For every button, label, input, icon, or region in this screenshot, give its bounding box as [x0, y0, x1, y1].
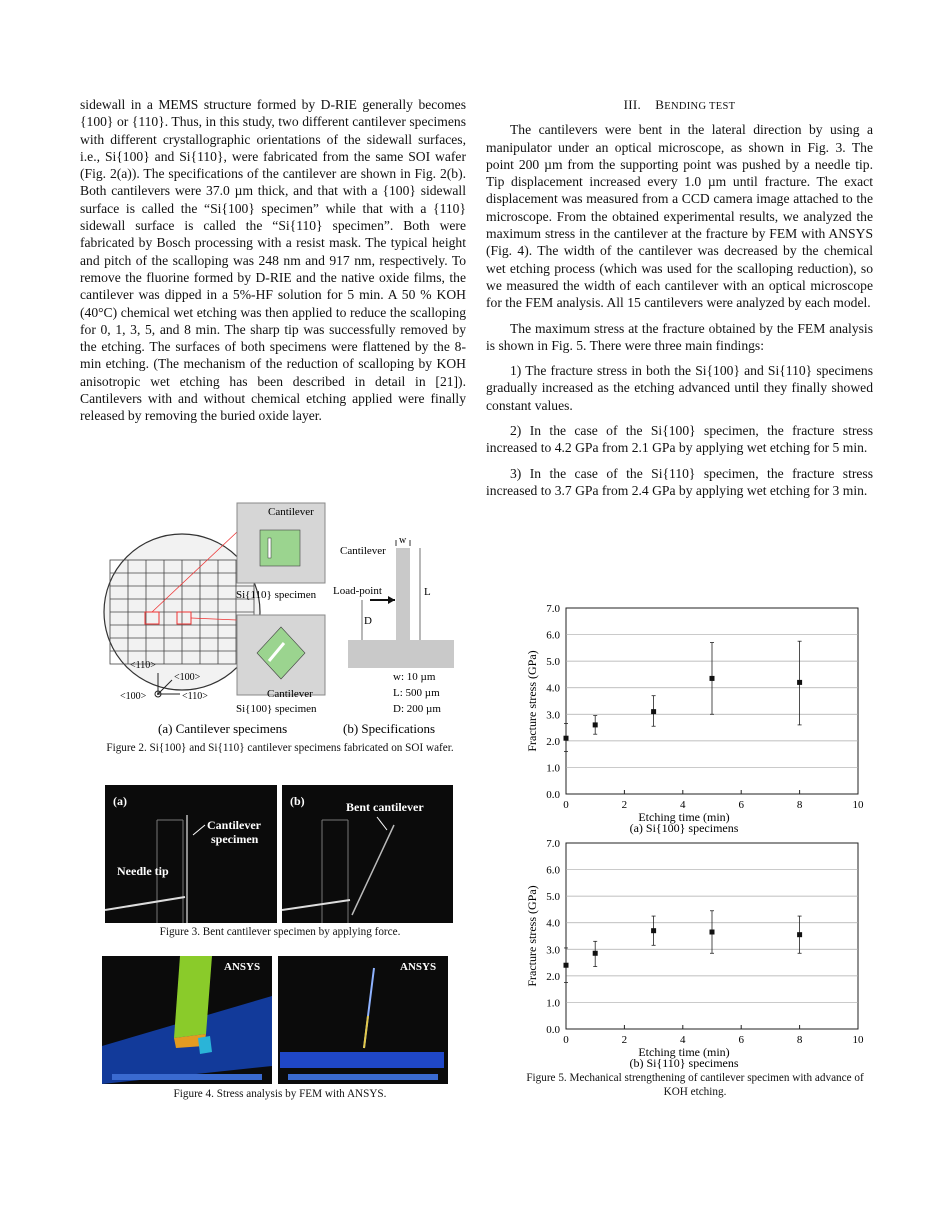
figure-2	[100, 500, 460, 740]
chart-si110	[518, 835, 868, 1069]
x-axis-label: Etching time (min)	[638, 810, 730, 824]
section-number: III.	[623, 97, 642, 112]
y-tick-label: 4.0	[546, 682, 560, 695]
y-axis-label: Fracture stress (GPa)	[525, 650, 539, 752]
y-tick-label: 7.0	[546, 603, 560, 615]
spec-L-label: L	[424, 586, 431, 598]
figure-3a-panel-label: (a)	[113, 794, 127, 808]
x-tick-label: 0	[563, 1034, 569, 1046]
right-column	[486, 96, 873, 507]
data-point	[651, 928, 656, 933]
y-tick-label: 6.0	[546, 864, 560, 877]
data-point	[593, 951, 598, 956]
data-point	[564, 963, 569, 968]
section-title-rest: ENDING TEST	[664, 101, 736, 112]
spec-substrate	[348, 640, 454, 668]
right-paragraph-1: The cantilevers were bent in the lateral direction by using a manipulator under an optical microscope, as shown in Fig. 3. The point 200 µm from the supporting point was pushed by a needle tip. Tip displacement increased every 1.0 µm until fracture. The exact displacement was measured from a CCD camera image attached to the microscope. From the obtained experimental results, we analyzed the maximum stress in the cantilever at the fracture by FEM with ANSYS (Fig. 4). The width of the cantilever was decreased by the chemical wet etching process (which was used for the scalloping reduction), so we measured the width of each cantilever with an optical microscope for the FEM analysis. All 15 cantilevers were analyzed by each model.	[486, 122, 873, 311]
data-point	[593, 722, 598, 727]
inset-bottom-specimen: Si{100} specimen	[236, 703, 317, 715]
figure-5a	[518, 600, 868, 838]
y-tick-label: 2.0	[546, 970, 560, 983]
spec-D-label: D	[364, 615, 372, 627]
spec-L-value: L: 500 µm	[393, 687, 440, 699]
needle-tip	[105, 897, 185, 910]
x-tick-label: 6	[738, 1034, 744, 1046]
needle-tip-b	[282, 900, 350, 910]
x-tick-label: 2	[621, 1034, 628, 1046]
figure-3-caption: Figure 3. Bent cantilever specimen by applying force.	[159, 926, 401, 938]
label-cantilever: Cantilever	[207, 818, 261, 832]
label-specimen: specimen	[211, 832, 259, 846]
y-tick-label: 5.0	[546, 891, 560, 904]
spec-w-value: w: 10 µm	[393, 671, 436, 683]
spec-loadpoint-label: Load-point	[333, 585, 382, 597]
x-tick-label: 2	[621, 799, 628, 811]
finding-1: 1) The fracture stress in both the Si{100} and Si{110} specimens gradually increased as the etching advanced until they finally showed constant values.	[486, 363, 873, 413]
y-tick-label: 2.0	[546, 735, 560, 748]
chart-title: (b) Si{110} specimens	[629, 1056, 739, 1069]
x-tick-label: 10	[852, 799, 864, 811]
cantilever-icon-top	[268, 538, 271, 558]
x-tick-label: 10	[852, 1034, 864, 1046]
section-title-initial: B	[655, 97, 665, 112]
figure-3a	[105, 785, 277, 923]
inset-top-title: Cantilever	[268, 506, 314, 518]
data-point	[797, 680, 802, 685]
figure-5-caption: Figure 5. Mechanical strengthening of cantilever specimen with advance of KOH etching.	[526, 1072, 864, 1098]
y-tick-label: 1.0	[546, 997, 560, 1010]
dir-110-right: <110>	[182, 691, 208, 702]
y-tick-label: 0.0	[546, 1024, 560, 1036]
y-tick-label: 6.0	[546, 629, 560, 642]
figure-4-caption: Figure 4. Stress analysis by FEM with ANSYS.	[173, 1088, 387, 1100]
dir-110-top: <110>	[130, 660, 156, 671]
chart-si100	[518, 600, 868, 838]
data-point	[651, 709, 656, 714]
y-tick-label: 0.0	[546, 789, 560, 801]
spec-D-value: D: 200 µm	[393, 703, 441, 715]
ansys-logo-a: ANSYS	[224, 961, 261, 973]
y-tick-label: 3.0	[546, 709, 560, 722]
x-tick-label: 8	[796, 799, 803, 811]
data-point	[710, 676, 715, 681]
y-tick-label: 7.0	[546, 838, 560, 850]
data-point	[797, 932, 802, 937]
section-heading	[486, 96, 873, 115]
data-point	[564, 736, 569, 741]
figure-2-caption: Figure 2. Si{100} and Si{110} cantilever specimens fabricated on SOI wafer.	[106, 742, 454, 754]
y-tick-label: 3.0	[546, 944, 560, 957]
figure-2-diagram	[100, 500, 460, 740]
label-bent-cantilever: Bent cantilever	[346, 800, 424, 814]
figure-4a	[102, 956, 272, 1084]
figure-5b	[518, 835, 868, 1069]
left-column	[80, 96, 466, 433]
dir-100-right: <100>	[174, 672, 201, 683]
figure-3b-panel-label: (b)	[290, 794, 305, 808]
y-axis-label: Fracture stress (GPa)	[525, 885, 539, 987]
figure-2b-label: (b) Specifications	[343, 721, 436, 736]
y-tick-label: 1.0	[546, 762, 560, 775]
dir-100-left: <100>	[120, 691, 147, 702]
x-tick-label: 8	[796, 1034, 803, 1046]
x-tick-label: 6	[738, 799, 744, 811]
spec-w-label: w	[399, 535, 407, 546]
chart-title: (a) Si{100} specimens	[629, 821, 739, 835]
x-axis-label: Etching time (min)	[638, 1045, 730, 1059]
figure-4b	[278, 956, 448, 1084]
left-paragraph-1: sidewall in a MEMS structure formed by D-RIE generally becomes {100} or {110}. Thus, in this study, two different cantilever specimens with different crystallographic orientations of the sidewall surfaces, i.e., Si{100} and Si{110}, were fabricated from the same SOI wafer (Fig. 2(a)). The specifications of the cantilever are shown in Fig. 2(b). Both cantilevers were 37.0 µm thick, and that with a {100} sidewall surface is called the “Si{100} specimen” while that with a {110} sidewall surface is called the “Si{110} specimen”. Both were fabricated by Bosch processing with a resist mask. The typical height and pitch of the scalloping was 248 nm and 917 nm, respectively. To remove the fluorine formed by D-RIE and the native oxide films, the cantilever was dipped in a 5%-HF solution for 5 min. A 50 % KOH (40°C) chemical wet etching was then applied to reduce the scalloping for 0, 1, 3, 5, and 8 min. The sharp tip was successfully removed by the etching. The surfaces of both specimens were flattened by the 8-min etching. (The mechanism of the reduction of scalloping by KOH anisotropic wet etching has been described in detail in [21]). Cantilevers with and without chemical etching applied were finally released by removing the buried oxide layer.	[80, 97, 466, 424]
y-tick-label: 5.0	[546, 656, 560, 669]
spec-cantilever-label: Cantilever	[340, 545, 386, 557]
ansys-logo-b: ANSYS	[400, 961, 437, 973]
finding-3: 3) In the case of the Si{110} specimen, the fracture stress increased to 3.7 GPa from 2.4 GPa by applying wet etching for 3 min.	[486, 465, 873, 498]
inset-top-specimen: Si{110} specimen	[236, 589, 317, 601]
figure-3b	[282, 785, 453, 923]
figure-2a-label: (a) Cantilever specimens	[158, 721, 288, 736]
x-tick-label: 4	[680, 799, 686, 811]
data-point	[710, 930, 715, 935]
inset-bottom-title: Cantilever	[267, 688, 313, 700]
x-tick-label: 4	[680, 1034, 686, 1046]
right-paragraph-2: The maximum stress at the fracture obtained by the FEM analysis is shown in Fig. 5. There were three main findings:	[486, 320, 873, 353]
label-needle-tip: Needle tip	[117, 864, 169, 878]
finding-2: 2) In the case of the Si{100} specimen, the fracture stress increased to 4.2 GPa from 2.1 GPa by applying wet etching for 5 min.	[486, 423, 873, 456]
bent-cantilever-line	[352, 825, 394, 915]
x-tick-label: 0	[563, 799, 569, 811]
y-tick-label: 4.0	[546, 917, 560, 930]
